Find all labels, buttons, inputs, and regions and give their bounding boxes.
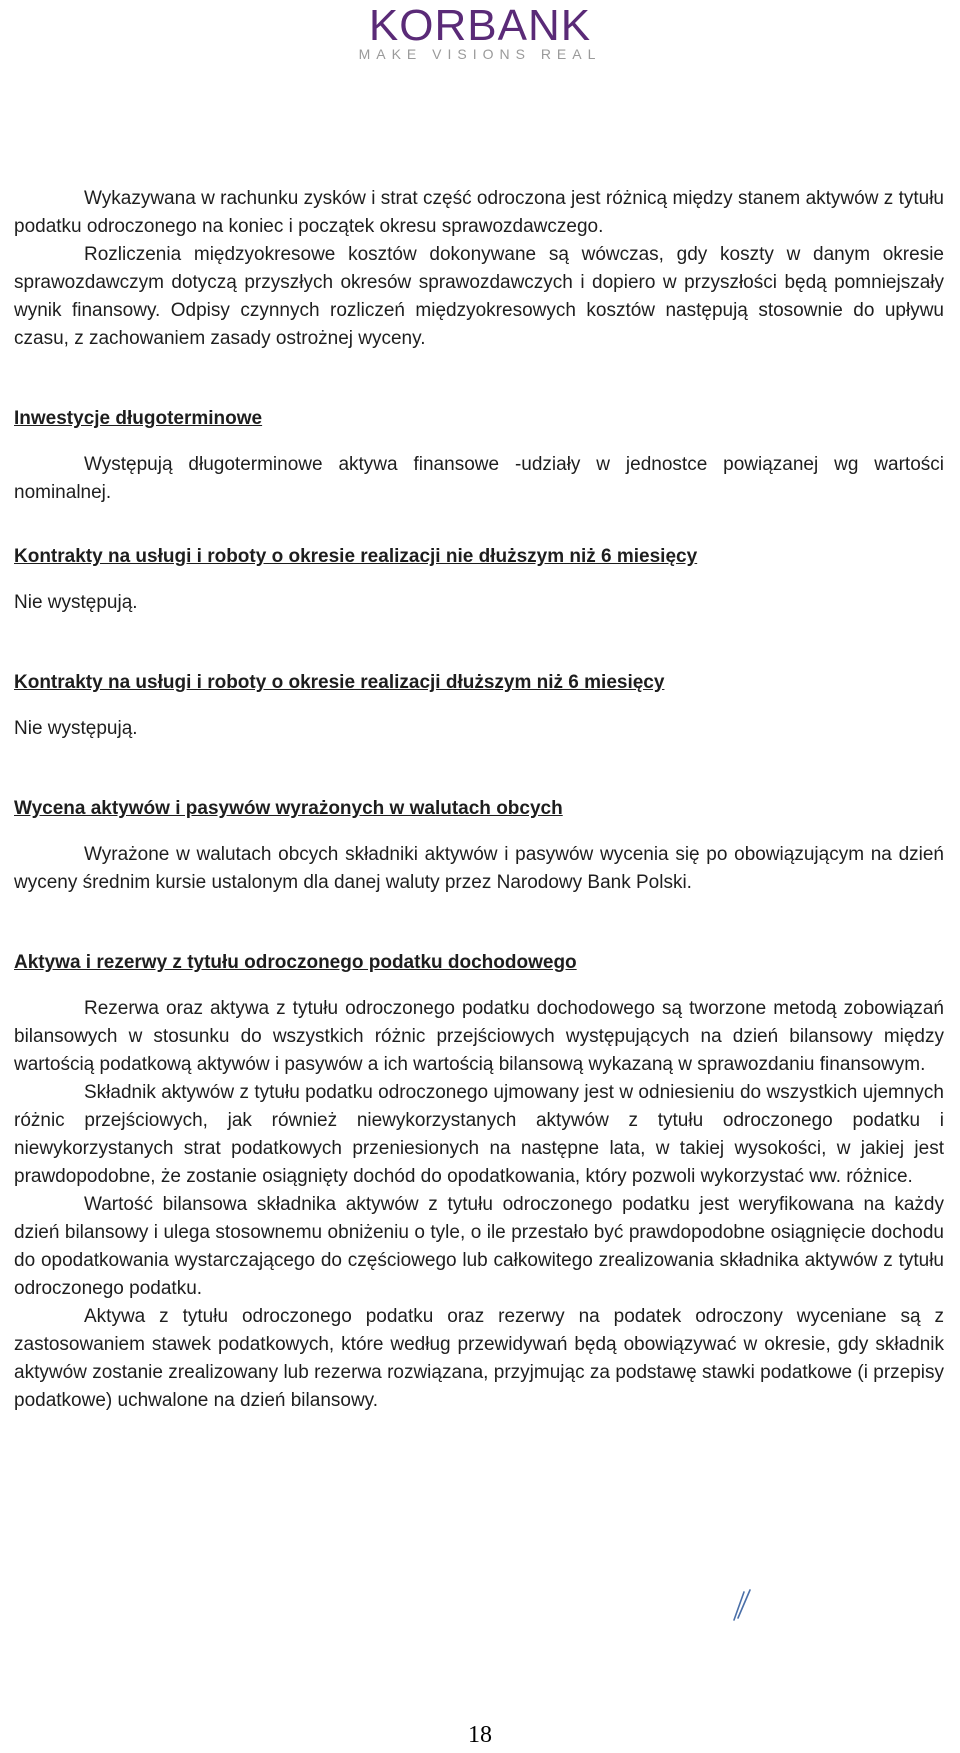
section-text-short-contracts: Nie występują. xyxy=(14,592,138,613)
logo-tagline: MAKE VISIONS REAL xyxy=(358,46,602,62)
korbank-logo: KORBANK xyxy=(368,1,592,50)
section-heading-long-term-investments: Inwestycje długoterminowe xyxy=(14,408,263,429)
section-text-long-term-investments: Występują długoterminowe aktywa finansowe -udziały w jednostce powiązanej wg wartości nominalnej. xyxy=(14,454,944,503)
section-text-deferred-tax-2: Składnik aktywów z tytułu podatku odroczonego ujmowany jest w odniesieniu do wszystkich ujemnych różnic przejściowych, jak również niewykorzystanych aktywów z tytułu odroczonego podatku i niewykorzystanych strat podatkowych przeniesionych na następne lata, w takiej wysokości, w jakiej jest prawdopodobne, że zostanie osiągnięty dochód do opodatkowania, który pozwoli wykorzystać ww. różnice. xyxy=(14,1082,944,1187)
handwritten-initials xyxy=(724,1588,754,1622)
document-body xyxy=(14,185,944,1415)
section-text-foreign-currency: Wyrażone w walutach obcych składniki aktywów i pasywów wycenia się po obowiązującym na dzień wyceny średnim kursie ustalonym dla danej waluty przez Narodowy Bank Polski. xyxy=(14,844,944,893)
section-heading-deferred-tax: Aktywa i rezerwy z tytułu odroczonego podatku dochodowego xyxy=(14,952,577,973)
section-text-deferred-tax-4: Aktywa z tytułu odroczonego podatku oraz rezerwy na podatek odroczony wyceniane są z zastosowaniem stawek podatkowych, które według przewidywań będą obowiązywać w okresie, gdy składnik aktywów zostanie zrealizowany lub rezerwa rozwiązana, przyjmując za podstawę stawki podatkowe (i przepisy podatkowe) uchwalone na dzień bilansowy. xyxy=(14,1306,944,1411)
paragraph-prepayments: Rozliczenia międzyokresowe kosztów dokonywane są wówczas, gdy koszty w danym okresie sprawozdawczym dotyczą przyszłych okresów sprawozdawczych i dopiero w przyszłości będą pomniejszały wynik finansowy. Odpisy czynnych rozliczeń międzyokresowych kosztów następują stosownie do upływu czasu, z zachowaniem zasady ostrożnej wyceny. xyxy=(14,244,944,349)
section-heading-short-contracts: Kontrakty na usługi i roboty o okresie realizacji nie dłuższym niż 6 miesięcy xyxy=(14,546,698,567)
section-heading-foreign-currency: Wycena aktywów i pasywów wyrażonych w walutach obcych xyxy=(14,798,563,819)
section-heading-long-contracts: Kontrakty na usługi i roboty o okresie realizacji dłuższym niż 6 miesięcy xyxy=(14,672,665,693)
section-text-deferred-tax-3: Wartość bilansowa składnika aktywów z tytułu odroczonego podatku jest weryfikowana na każdy dzień bilansowy i ulega stosownemu obniżeniu o tyle, o ile przestało być prawdopodobne osiągnięcie dochodu do opodatkowania wystarczającego do częściowego lub całkowitego zrealizowania składnika aktywów z tytułu odroczonego podatku. xyxy=(14,1194,944,1299)
section-text-long-contracts: Nie występują. xyxy=(14,718,138,739)
page-number: 18 xyxy=(468,1722,492,1748)
paragraph-deferred-part: Wykazywana w rachunku zysków i strat część odroczona jest różnicą między stanem aktywów z tytułu podatku odroczonego na koniec i początek okresu sprawozdawczego. xyxy=(14,188,944,237)
page-header xyxy=(0,0,960,70)
section-text-deferred-tax-1: Rezerwa oraz aktywa z tytułu odroczonego podatku dochodowego są tworzone metodą zobowiązań bilansowych w stosunku do wszystkich różnic przejściowych występujących na dzień bilansowy między wartością podatkową aktywów i pasywów a ich wartością bilansową wykazaną w sprawozdaniu finansowym. xyxy=(14,998,944,1075)
